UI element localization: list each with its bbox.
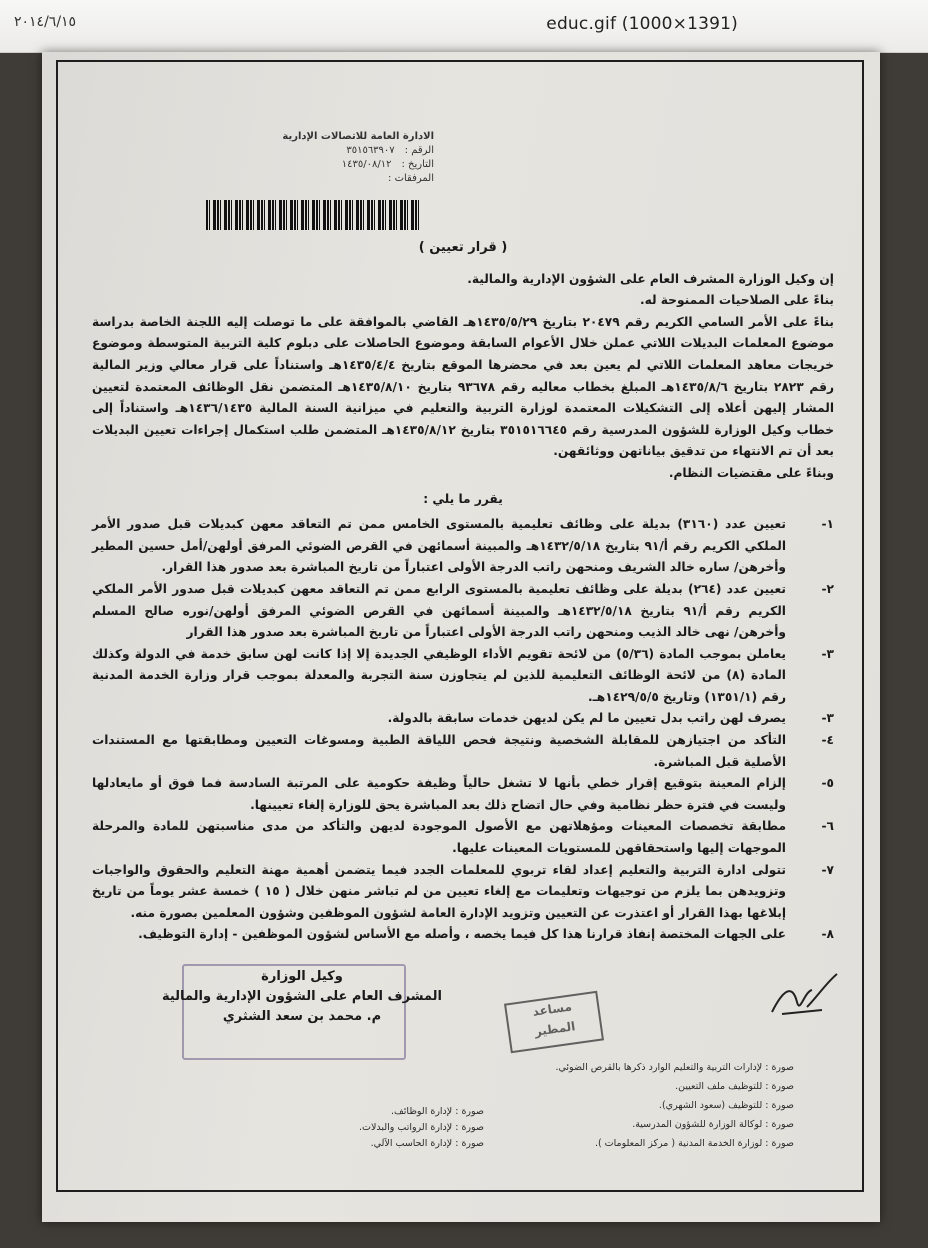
list-item [92, 860, 834, 925]
signatory-title-1: وكيل الوزارة [261, 969, 343, 984]
item-text: تتولى ادارة التربية والتعليم إعداد لقاء تربوي للمعلمات الجدد فيما يتضمن أهمية مهنة التعليم والحقوق والواجبات وتزويدهن بما يلزم من توجيهات وتعليمات مع إلغاء تعيين من لم تباشر منهن خلال ( ١٥ ) خمسة عشر يوماً من تاريخ إبلاغها بهذا القرار أو اعتذرت عن التعيين وتزويد الإدارة العامة لشؤون الموظفين وشؤون المعلمين بصورة منه. [92, 862, 787, 920]
copy-line: صورة : للتوظيف ملف التعيين. [675, 1081, 794, 1092]
item-text: مطابقة تخصصات المعينات ومؤهلاتهن مع الأصول الموجودة لديهن والتأكد من مدى مناسبتهن للمادة والمرحلة الموجهات إليها واستحقاقهن للمستويات المعينات عليها. [92, 819, 786, 856]
copies-list-left [254, 1104, 484, 1152]
list-item [92, 773, 834, 816]
copies-list-right [494, 1058, 794, 1153]
intro-line-2: بناءً على الصلاحيات الممنوحة له. [639, 293, 834, 308]
handwritten-date: ٢٠١٤/٦/١٥ [14, 14, 77, 30]
copy-line: صورة : لإدارة الوظائف. [390, 1106, 484, 1117]
item-text: التأكد من اجتيازهن للمقابلة الشخصية ونتيجة فحص اللياقة الطبية ومسوغات التعيين ومطابقتها مع المستندات الأصلية قبل المباشرة. [92, 733, 786, 769]
item-number: ٦- [821, 819, 834, 834]
copy-line: صورة : لإدارة الرواتب والبدلات. [358, 1122, 484, 1133]
stamp-line-2: المطير [533, 1019, 577, 1039]
item-text: يصرف لهن راتب بدل تعيين ما لم يكن لديهن خدمات سابقة بالدولة. [387, 711, 786, 726]
stamp-org-name: الادارة العامة للاتصالات الإدارية [282, 131, 434, 142]
copy-line: صورة : لوزارة الخدمة المدنية ( مركز المعلومات ). [594, 1138, 794, 1149]
list-item [92, 816, 834, 859]
item-number: ٥- [821, 776, 834, 791]
item-text: تعيين عدد (٣١٦٠) بديلة على وظائف تعليمية بالمستوى الخامس ممن تم التعاقد معهن كبديلات قبل صدور الأمر الملكي الكريم رقم أ/٩١ بتاريخ ١٤٣٢/٥/١٨هـ والمبينة أسمائهن في القرص الضوئي المرفق أولهن/أمل حسين المطير وأخرهن/ ساره خالد الشريف ومنحهن راتب الدرجة الأولى اعتباراً من تاريخ المباشرة بعد صدور هذا القرار. [92, 517, 787, 575]
item-number: ٧- [821, 862, 834, 877]
document-title: ( قرار تعيين ) [418, 240, 508, 255]
signatory-name: م. محمد بن سعد الشثري [222, 1009, 382, 1024]
item-text: يعاملن بموجب المادة (٥/٣٦) من لائحة تقويم الأداء الوظيفي الجديدة إلا إذا كانت لهن سابق خدمة في الدولة وكذلك المادة (٨) من لائحة الوظائف التعليمية للذين لم يتجاوزن سنة التجربة والمعدلة بموجب قرار وزارة الخدمة المدنية رقم (١٣٥١/١) وتاريخ ١٤٢٩/٥/٥هـ. [92, 646, 787, 704]
item-number: ٣- [821, 711, 834, 726]
decides-heading: يقرر ما يلي : [423, 491, 503, 506]
handwritten-initials [762, 962, 842, 1022]
signature-block [162, 967, 442, 1027]
list-item [92, 579, 834, 644]
copy-line: صورة : لوكالة الوزارة للشؤون المدرسية. [632, 1119, 794, 1130]
list-item [92, 514, 834, 579]
item-number: ٣- [821, 646, 834, 661]
image-filename: educ.gif (1000×1391) [546, 14, 738, 34]
attachments-label: المرفقات : [388, 173, 434, 184]
barcode [206, 200, 421, 230]
stamp-line-1: مساعد [531, 999, 573, 1019]
item-number: ١- [821, 517, 834, 532]
item-text: تعيين عدد (٢٦٤) بديلة على وظائف تعليمية بالمستوى الرابع ممن تم التعاقد معهن كبديلات قبل صدور الأمر الملكي الكريم رقم أ/٩١ بتاريخ ١٤٣٢/٥/١٨هـ والمبينة أسمائهن في القرص الضوئي المرفق أولهن/نوره صالح المسلم وأخرهن/ نهى خالد الذيب ومنحهن راتب الدرجة الأولى اعتباراً من تاريخ المباشرة بعد صدور هذا القرار [92, 581, 786, 640]
item-number: ٢- [821, 581, 834, 596]
list-item [92, 924, 834, 946]
intro-line-4: وبناءً على مقتضيات النظام. [668, 465, 834, 480]
browser-title-bar [0, 0, 928, 53]
date-label: التاريخ : [401, 159, 434, 170]
decision-body [92, 237, 834, 946]
incoming-stamp [214, 130, 434, 186]
intro-paragraph: بناءً على الأمر السامي الكريم رقم ٢٠٤٧٩ بتاريخ ١٤٣٥/٥/٢٩هـ القاضي بالموافقة على ما توصلت إليه اللجنة الخاصة بدراسة موضوع المعلمات البديلات اللاتي عملن خلال الأعوام السابقة وموضوع الحاصلات على دبلوم كلية التربية المتوسطة وموضوع خريجات معاهد المعلمات اللاتي لم يعين بعد في محضرها الموقع بتاريخ ١٤٣٥/٤/٤هـ واستناداً على قرار معالي وزير المالية رقم ٢٨٢٣ بتاريخ ١٤٣٥/٨/٦هـ المبلغ بخطاب معاليه رقم ٩٣٦٧٨ بتاريخ ١٤٣٥/٨/١٠هـ المتضمن نقل الوظائف المعتمدة لتعيين المشار إليهن أعلاه إلى التشكيلات المعتمدة لوزارة التربية والتعليم في ميزانية السنة المالية ١٤٣٦/١٤٣٥هـ واستناداً إلى خطاب وكيل الوزارة للشؤون المدرسية رقم ٣٥١٥١٦٦٤٥ بتاريخ ١٤٣٥/٨/١٢هـ المتضمن طلب استكمال إجراءات تعيين البديلات بعد أن تم الانتهاء من تدقيق بياناتهن ووثائقهن. [92, 314, 834, 459]
ref-number: ٣٥١٥٦٣٩٠٧ [346, 145, 395, 156]
item-number: ٤- [821, 733, 834, 748]
list-item [92, 644, 834, 709]
signatory-title-2: المشرف العام على الشؤون الإدارية والمالية [161, 989, 442, 1004]
list-item [92, 708, 834, 730]
copy-line: صورة : للتوظيف (سعود الشهري). [658, 1100, 794, 1111]
copy-line: صورة : لإدارة الحاسب الآلي. [370, 1138, 484, 1149]
ref-date: ١٤٣٥/٠٨/١٢ [341, 159, 392, 170]
ref-label: الرقم : [404, 145, 434, 156]
copy-line: صورة : لإدارات التربية والتعليم الوارد ذكرها بالقرص الضوئي. [555, 1062, 794, 1073]
list-item [92, 730, 834, 773]
item-text: إلزام المعينة بتوقيع إقرار خطي بأنها لا تشغل حالياً وظيفة حكومية على المرتبة السادسة فما فوق أو مايعادلها وليست في فترة حظر نظامية وفي حال اتضاح ذلك بعد المباشرة يحق للوزارة إلغاء تعيينها. [92, 776, 786, 812]
intro-line-1: إن وكيل الوزارة المشرف العام على الشؤون الإدارية والمالية. [467, 271, 834, 286]
item-text: على الجهات المختصة إنفاذ قرارنا هذا كل فيما يخصه ، وأصله مع الأساس لشؤون الموظفين - إدارة التوظيف. [138, 927, 786, 942]
document-page [42, 52, 880, 1222]
item-number: ٨- [821, 927, 834, 942]
